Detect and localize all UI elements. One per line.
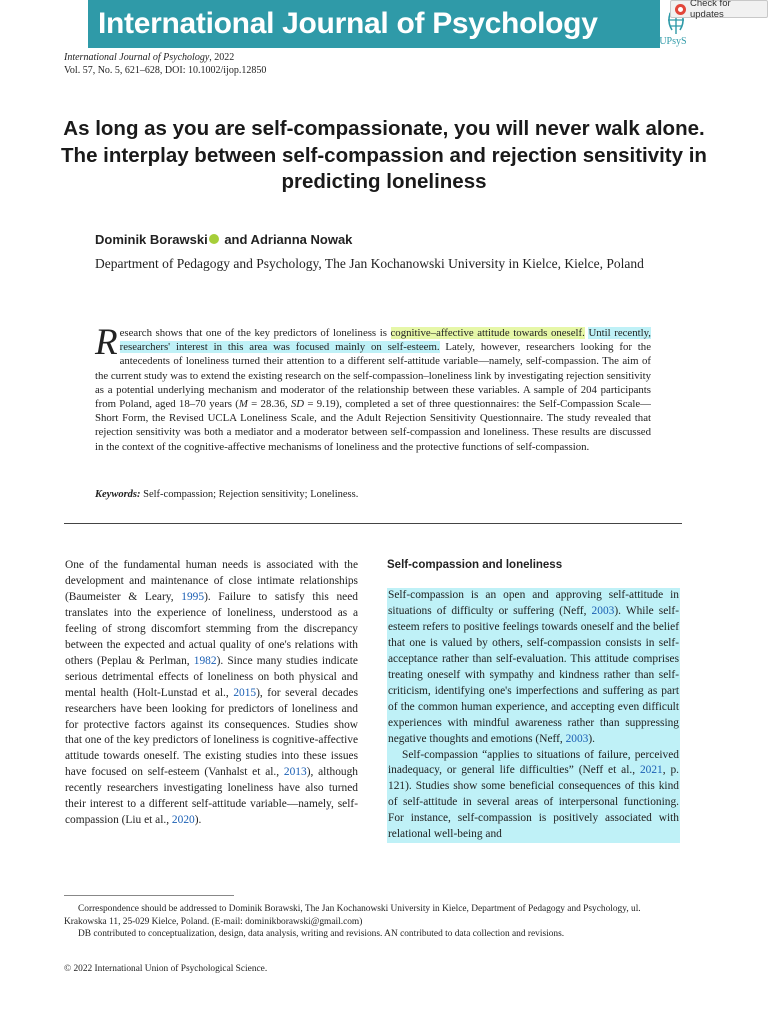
check-for-updates-button[interactable] bbox=[670, 0, 768, 18]
citation-volume-doi: Vol. 57, No. 5, 621–628, DOI: 10.1002/ijop.12850 bbox=[64, 65, 267, 76]
abstract-text: esearch shows that one of the key predictors of loneliness is bbox=[119, 327, 391, 339]
section-divider bbox=[64, 523, 682, 524]
keywords-text: Self-compassion; Rejection sensitivity; Loneliness. bbox=[140, 489, 359, 500]
journal-banner: International Journal of Psychology bbox=[88, 0, 660, 48]
paragraph bbox=[388, 748, 679, 844]
citation-journal: International Journal of Psychology bbox=[64, 52, 210, 63]
citation-link[interactable]: 2003 bbox=[591, 604, 615, 617]
citation-link[interactable]: 1995 bbox=[181, 590, 205, 603]
body-text: ). While self-esteem refers to positive feelings towards oneself and the belief that one is valued by others, self-compassion consists in self-acceptance rather than self-evaluation. This attitude comprises treating oneself with sympathy and kindness rather than self-criticism, identifying one's imperfections and suffering as part of the common human experience, and accepting even difficult experiences with mindful awareness rather than suppressing negative thoughts and emotions (Neff, bbox=[388, 604, 679, 745]
correspondence-note: Correspondence should be addressed to Dominik Borawski, The Jan Kochanowski University in Kielce, Department of Pedagogy and Psychology, ul. Krakowska 11, 25-029 Kielce, Poland. (E-mail: dominikborawski@gmail.com) bbox=[64, 904, 641, 927]
abstract-text: = 9.19), completed a set of three questionnaires: the Self-Compassion Scale—Short Form, the Revised UCLA Loneliness Scale, and the Adult Rejection Sensitivity Questionnaire. The study revealed that rejection sensitivity was both a mediator and a moderator between self-compassion and loneliness. These results are discussed in the context of the cognitive-affective mechanisms of loneliness and the protective functions of self-compassion. bbox=[95, 398, 651, 453]
article-title: As long as you are self-compassionate, you will never walk alone. The interplay between self-compassion and rejection sensitivity in predicting loneliness bbox=[61, 117, 707, 193]
abstract-text: M bbox=[238, 398, 248, 411]
citation-link[interactable]: 2003 bbox=[565, 732, 589, 745]
abstract bbox=[95, 322, 651, 454]
abstract-dropcap: R bbox=[95, 322, 118, 363]
abstract-text: = 28.36, bbox=[247, 398, 291, 411]
contributions-note: DB contributed to conceptualization, design, data analysis, writing and revisions. AN contributed to data collection and revisions. bbox=[78, 929, 565, 940]
body-text: Self-compassion is an open and approving self-attitude in situations of difficulty or suffering (Neff, bbox=[388, 589, 679, 617]
body-text: ). bbox=[588, 732, 596, 745]
keywords bbox=[95, 489, 358, 500]
paragraph bbox=[388, 588, 679, 748]
body-column-left bbox=[65, 558, 358, 829]
orcid-icon[interactable] bbox=[209, 234, 219, 244]
crossmark-icon bbox=[675, 4, 686, 15]
author-name[interactable]: Dominik Borawski bbox=[95, 232, 208, 247]
body-column-right-highlighted[interactable] bbox=[387, 588, 680, 843]
keywords-label: Keywords: bbox=[95, 489, 141, 500]
citation-year: , 2022 bbox=[209, 52, 235, 63]
footnote-divider bbox=[64, 895, 234, 896]
copyright: © 2022 International Union of Psychological Science. bbox=[64, 964, 268, 974]
check-for-updates-label: Check for updates bbox=[689, 0, 731, 20]
citation-link[interactable]: 2020 bbox=[171, 814, 195, 827]
publisher-logo-text: IUPsyS bbox=[656, 36, 687, 47]
abstract-text: SD bbox=[290, 398, 305, 411]
abstract-text: Lately, however, researchers looking for the antecedents of loneliness turned their attention to a different self-attitude variable—namely, self-compassion. The aim of the current study was to extend the existing research on the self-compassion–loneliness link by investigating rejection sensitivity as a potential underlying mechanism and moderator of the relationship between these variables. A sample of 204 participants from Poland, aged 18–70 years ( bbox=[95, 341, 651, 411]
author-list bbox=[95, 232, 352, 247]
highlight-cyan[interactable]: Until recently, researchers' interest in this area was focused mainly on self-esteem. bbox=[119, 327, 651, 354]
body-text: Self-compassion “applies to situations of failure, perceived inadequacy, or general life difficulties” (Neff et al., bbox=[388, 748, 679, 777]
author-name[interactable]: and Adrianna Nowak bbox=[220, 232, 353, 247]
body-text: ). Failure to satisfy this need translates into the experience of loneliness, understood as a feeling of strong discomfort stemming from the discrepancy between the expected and actual quality of one's relations with others (Peplau & Perlman, bbox=[65, 590, 358, 667]
body-text: ). bbox=[194, 814, 202, 827]
citation-link[interactable]: 2013 bbox=[283, 766, 307, 779]
section-heading: Self-compassion and loneliness bbox=[387, 559, 563, 571]
footnotes bbox=[64, 903, 684, 941]
citation-link[interactable]: 1982 bbox=[193, 654, 217, 667]
affiliation: Department of Pedagogy and Psychology, The Jan Kochanowski University in Kielce, Kielce, Poland bbox=[95, 256, 644, 271]
body-text: ), although recently researchers investigating loneliness have also turned their interest to a different self-attitude variable—namely, self-compassion (Liu et al., bbox=[65, 766, 358, 827]
highlight-yellow[interactable]: cognitive–affective attitude towards oneself. bbox=[390, 327, 585, 339]
citation-link[interactable]: 2015 bbox=[233, 686, 257, 699]
body-text: , p. 121). Studies show some beneficial consequences of this kind of self-attitude in several areas of interpersonal functioning. For instance, self-compassion is positively associated with relational well-being and bbox=[388, 764, 679, 841]
body-text: ), for several decades researchers have been looking for predictors of loneliness and for protective factors against its consequences. Studies show that one of the key predictors of loneliness is cognitive-affective attitude towards oneself. The existing studies into these issues have focused on self-esteem (Vanhalst et al., bbox=[65, 686, 359, 779]
citation bbox=[64, 51, 266, 77]
citation-link[interactable]: 2021 bbox=[639, 764, 663, 777]
body-text: One of the fundamental human needs is associated with the development and maintenance of close intimate relationships (Baumeister & Leary, bbox=[65, 559, 358, 603]
body-text: ). Since many studies indicate serious detrimental effects of loneliness on both physical and mental health (Holt-Lunstad et al., bbox=[65, 654, 358, 699]
